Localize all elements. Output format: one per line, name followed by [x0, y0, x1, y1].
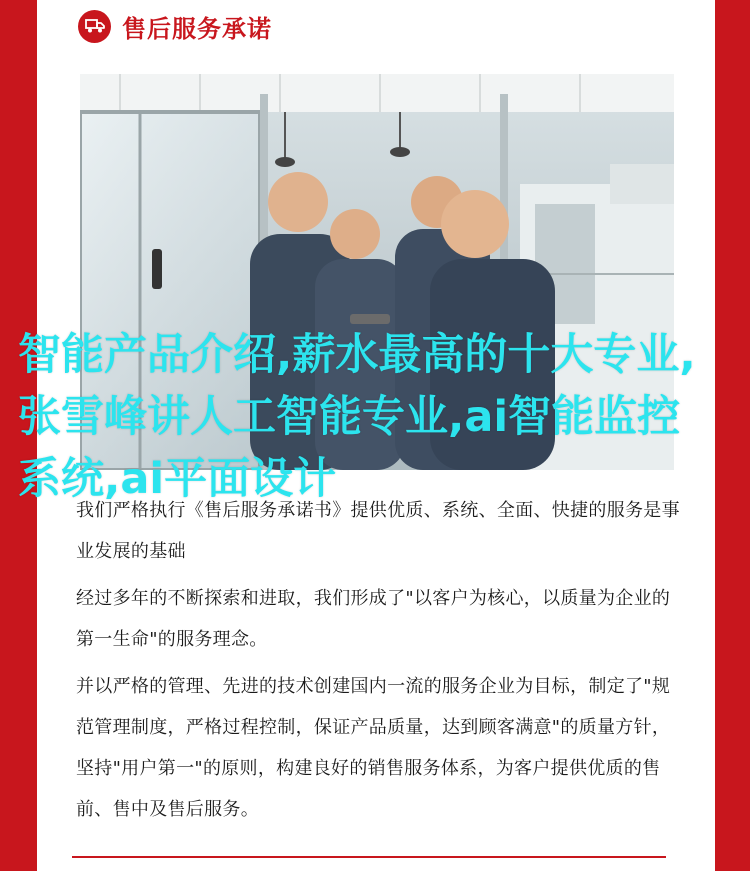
section-header: [78, 8, 272, 44]
article-paragraph: 经过多年的不断探索和进取，我们形成了"以客户为核心，以质量为企业的第一生命"的服务理念。: [76, 588, 671, 650]
bottom-divider: [72, 856, 666, 858]
article-paragraph: 我们严格执行《售后服务承诺书》提供优质、系统、全面、快捷的服务是事业发展的基础: [76, 500, 680, 562]
right-red-border: [715, 0, 750, 871]
article-paragraph: 并以严格的管理、先进的技术创建国内一流的服务企业为目标，制定了"规范管理制度，严格过程控制，保证产品质量，达到顾客满意"的质量方针，坚持"用户第一"的原则，构建良好的销售服务体系，为客户提供优质的售前、售中及售后服务。: [76, 676, 671, 820]
section-title: 售后服务承诺: [122, 14, 272, 43]
article-body: [76, 490, 681, 836]
truck-icon: [78, 10, 111, 43]
overlay-title: 智能产品介绍,薪水最高的十大专业,张雪峰讲人工智能专业,ai智能监控系统,ai平面设计: [18, 330, 696, 504]
